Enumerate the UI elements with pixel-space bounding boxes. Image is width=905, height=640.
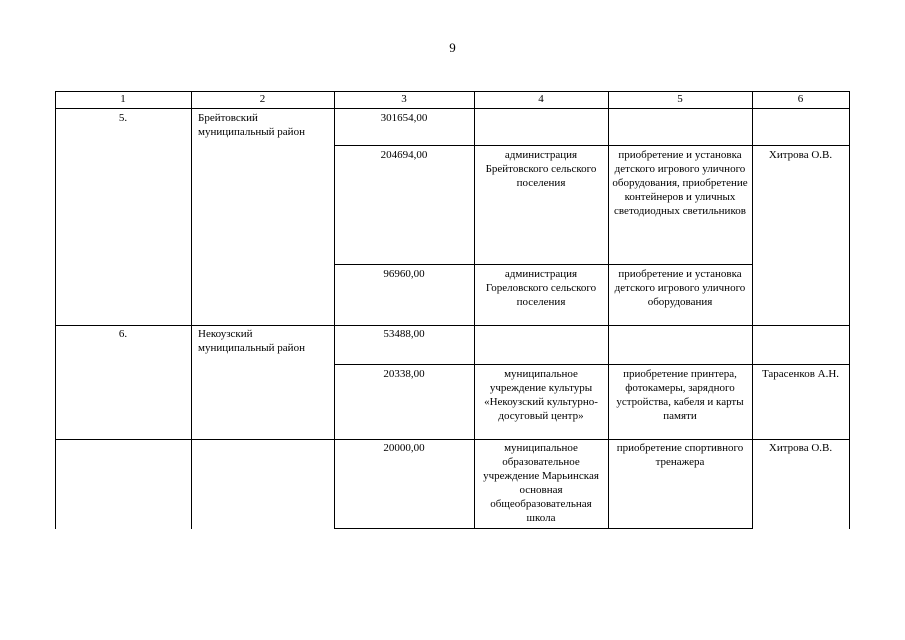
row-divider (55, 439, 849, 440)
column-border (191, 91, 192, 529)
column-border (55, 325, 56, 439)
header-col-3: 3 (401, 93, 407, 105)
row-5-district: Брейтовский муниципальный район (198, 112, 305, 138)
row-5-sub2-amount: 96960,00 (383, 268, 425, 280)
table-border-bottom (334, 528, 752, 529)
row-5-number: 5. (118, 112, 128, 124)
row-divider (334, 145, 849, 146)
row-divider (334, 364, 849, 365)
row-divider (55, 325, 849, 326)
column-border (608, 91, 609, 529)
row-5-total: 301654,00 (380, 112, 428, 124)
table-border-top (55, 91, 849, 92)
row-5-sub2-purpose: приобретение и установка детского игрового уличного оборудования (614, 268, 746, 308)
row-5-sub1-amount: 204694,00 (380, 149, 428, 161)
row-5-sub1-purpose: приобретение и установка детского игрового уличного оборудования, приобретение контейнеров и уличных светодиодных светильников (612, 149, 748, 217)
column-border (55, 91, 56, 108)
row-5-sub1-responsible: Хитрова О.В. (768, 149, 833, 161)
header-col-2: 2 (259, 93, 266, 105)
column-border (334, 91, 335, 529)
row-6-sub1-purpose: приобретение принтера, фотокамеры, зарядного устройства, кабеля и карты памяти (616, 368, 744, 422)
row-6-sub1-amount: 20338,00 (383, 368, 425, 380)
row-5-sub1-recipient: администрация Брейтовского сельского поселения (485, 149, 597, 189)
row-6-sub1-recipient: муниципальное учреждение культуры «Некоузский культурно-досуговый центр» (484, 368, 598, 422)
row-6-district: Некоузский муниципальный район (198, 328, 305, 354)
row-6-total: 53488,00 (383, 328, 425, 340)
header-col-6: 6 (797, 93, 804, 105)
row-6-number: 6. (118, 328, 128, 340)
header-col-5: 5 (677, 93, 683, 105)
header-col-4: 4 (538, 93, 544, 105)
column-border (752, 91, 753, 529)
header-bottom-border (55, 108, 849, 109)
column-border (474, 91, 475, 529)
page-number: 9 (449, 40, 456, 55)
row-divider (334, 264, 752, 265)
row-6-sub1-responsible: Тарасенков А.Н. (761, 368, 840, 380)
row-6-sub2-recipient: муниципальное образовательное учреждение Марьинская основная общеобразовательная школа (483, 442, 599, 524)
column-border (849, 91, 850, 529)
row-6-sub2-amount: 20000,00 (383, 442, 425, 454)
header-col-1: 1 (120, 93, 126, 105)
row-5-sub2-recipient: администрация Гореловского сельского поселения (485, 268, 597, 308)
row-6-sub2-purpose: приобретение спортивного тренажера (616, 442, 744, 468)
row-6-sub2-responsible: Хитрова О.В. (768, 442, 833, 454)
column-border (55, 108, 56, 325)
column-border (55, 439, 56, 529)
